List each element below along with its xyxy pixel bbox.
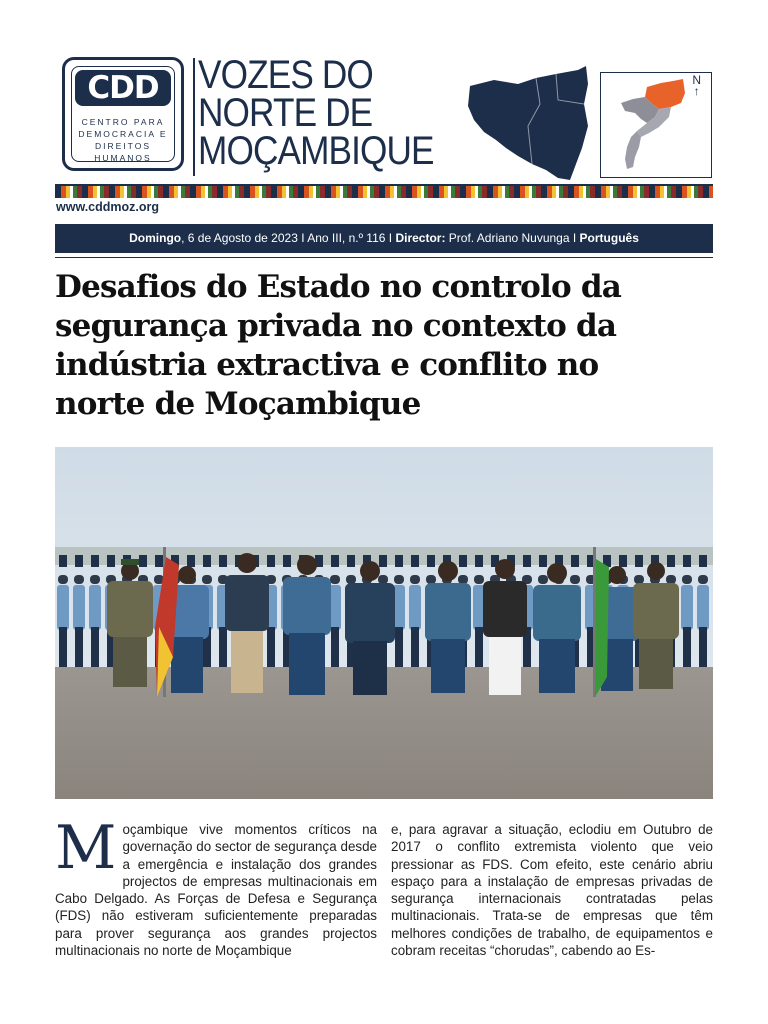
- article-text-col2: e, para agravar a situação, eclodiu em Outubro de 2017 o conflito extremista violento que veio pressionar as FDS. Com efeito, este cenário abriu espaço para a instalação de empresas privadas de segurança internacionais contratadas pelas multinacionais. Trata-se de empresas que têm melhores condições de trabalho, de equipamentos e cobram receitas “chorudas”, cabendo ao Es-: [391, 822, 713, 959]
- article-headline: [55, 268, 725, 424]
- northern-provinces-map: [466, 64, 590, 182]
- headline-line-3: indústria extractiva e conflito no: [55, 347, 599, 383]
- logo-subtitle: [71, 116, 175, 164]
- headline-line-2: segurança privada no contexto da: [55, 308, 617, 344]
- north-arrow-icon: ↑: [693, 84, 700, 98]
- dateline-bar: [55, 224, 713, 253]
- dateline-director-label: Director:: [395, 231, 446, 245]
- website-link[interactable]: www.cddmoz.org: [56, 200, 160, 214]
- headline-line-4: norte de Moçambique: [55, 386, 421, 422]
- drop-cap: M: [55, 813, 117, 883]
- north-indicator: [692, 75, 701, 97]
- header-bottom-rule: [55, 257, 713, 258]
- dateline-director: Prof. Adriano Nuvunga I: [445, 231, 580, 245]
- logo-subtitle-line-1: CENTRO PARA: [81, 117, 165, 127]
- mozambique-locator-map: [600, 72, 712, 178]
- article-photo: [55, 447, 713, 799]
- dateline-date: , 6 de Agosto de 2023 I Ano III, n.º 116 I: [181, 231, 396, 245]
- cdd-logo: [62, 57, 184, 171]
- masthead-divider: [193, 58, 195, 176]
- article-text-col1: oçambique vive momentos críticos na governação do sector de segurança desde a emergência e instalação dos grandes projectos de empresas multinacionais em Cabo Delgado. As Forças de Defesa e Segurança (FDS) não estiveram suficientemente preparadas para prover segurança aos grandes projectos multinacionais no norte de Moçambique: [55, 822, 377, 959]
- dateline-language: Português: [579, 231, 639, 245]
- logo-abbreviation: CDD: [75, 70, 171, 106]
- masthead-line-3: MOÇAMBIQUE: [198, 129, 434, 173]
- decorative-capulana-band: [55, 186, 713, 198]
- north-label: N: [692, 73, 701, 87]
- masthead-line-1: VOZES DO: [198, 53, 373, 97]
- masthead-title: [198, 53, 434, 173]
- dateline-day: Domingo: [129, 231, 182, 245]
- headline-line-1: Desafios do Estado no controlo da: [55, 269, 621, 305]
- masthead-line-2: NORTE DE: [198, 91, 373, 135]
- article-column-2: [391, 821, 713, 959]
- logo-subtitle-line-3: DIREITOS HUMANOS: [94, 141, 152, 163]
- logo-subtitle-line-2: DEMOCRACIA E: [78, 129, 168, 139]
- article-column-1: [55, 813, 377, 959]
